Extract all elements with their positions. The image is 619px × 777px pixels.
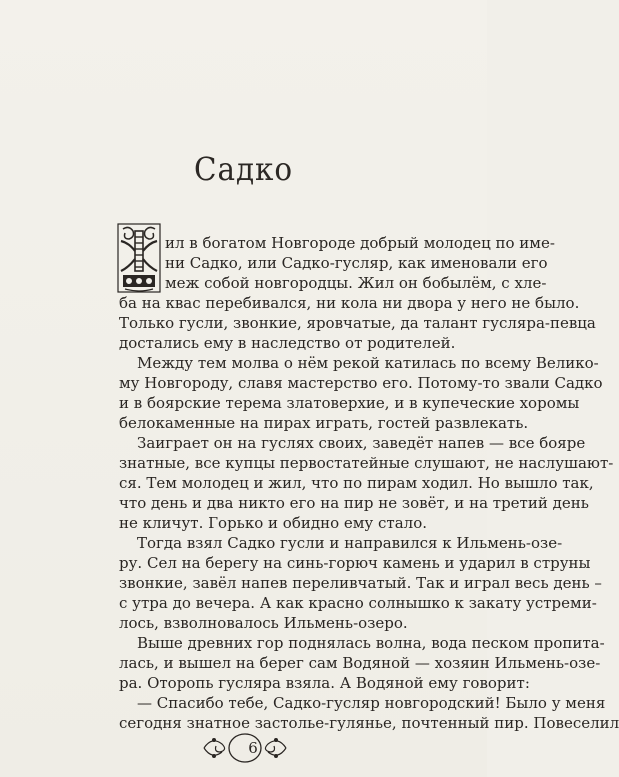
opening-lines xyxy=(165,233,555,273)
text-line: белокаменные на пирах играть, гостей развлекать. xyxy=(119,414,529,432)
text-line: знатные, все купцы первостатейные слушают, не наслушают- xyxy=(119,454,614,472)
text-line: ру. Сел на берегу на синь-горюч камень и ударил в струны xyxy=(119,554,591,572)
text-line: Только гусли, звонкие, яровчатые, да талант гусляра-певца xyxy=(119,314,596,332)
text-line: с утра до вечера. А как красно солнышко к закату устреми- xyxy=(119,594,597,612)
text-line: и в боярские терема златоверхие, и в купеческие хоромы xyxy=(119,394,580,412)
page-number: 6 xyxy=(248,739,258,757)
text-line: не кличут. Горько и обидно ему стало. xyxy=(119,514,427,532)
text-line: ил в богатом Новгороде добрый молодец по име- xyxy=(165,234,555,252)
text-line: сегодня знатное застолье-гулянье, почтенный пир. Повеселил xyxy=(119,714,619,732)
text-line: лось, взволновалось Ильмень-озеро. xyxy=(119,614,408,632)
text-line: звонкие, завёл напев переливчатый. Так и играл весь день – xyxy=(119,574,602,592)
text-line: ни Садко, или Садко-гусляр, как именовали его xyxy=(165,254,548,272)
text-line: меж собой новгородцы. Жил он бобылём, с хле- xyxy=(165,274,547,292)
body-text xyxy=(119,353,619,733)
text-line: Выше древних гор поднялась волна, вода песком пропита- xyxy=(137,634,605,652)
text-line: Между тем молва о нём рекой катилась по всему Велико- xyxy=(137,354,599,372)
text-line: Тогда взял Садко гусли и направился к Ильмень-озе- xyxy=(137,534,563,552)
text-line: Заиграет он на гуслях своих, заведёт напев — все бояре xyxy=(137,434,586,452)
chapter-title: Садко xyxy=(194,150,293,188)
text-line: достались ему в наследство от родителей. xyxy=(119,334,456,352)
paragraph-1 xyxy=(119,273,596,353)
text-line: лась, и вышел на берег сам Водяной — хозяин Ильмень-озе- xyxy=(119,654,601,672)
text-line: — Спасибо тебе, Садко-гусляр новгородский! Было у меня xyxy=(137,694,606,712)
text-line: ра. Оторопь гусляра взяла. А Водяной ему говорит: xyxy=(119,674,530,692)
text-line: ся. Тем молодец и жил, что по пирам ходил. Но вышло так, xyxy=(119,474,594,492)
text-line: ба на квас перебивался, ни кола ни двора у него не было. xyxy=(119,294,580,312)
text-line: что день и два никто его на пир не зовёт, и на третий день xyxy=(119,494,589,512)
text-line: му Новгороду, славя мастерство его. Потому-то звали Садко xyxy=(119,374,603,392)
